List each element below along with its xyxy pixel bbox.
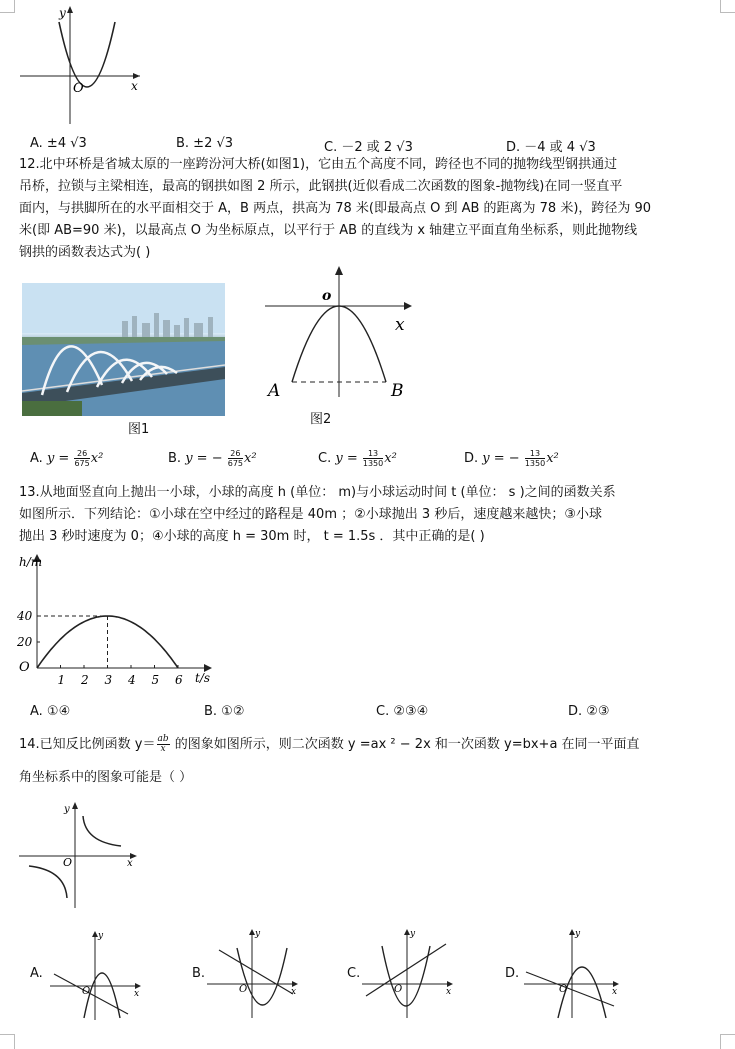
q14-option-d-label[interactable]: D. xyxy=(505,966,520,981)
svg-text:y: y xyxy=(410,929,416,939)
fig2-caption: 图2 xyxy=(310,412,332,427)
q14-option-c-graph[interactable] xyxy=(360,926,455,1021)
q13-ytick-label: 40 xyxy=(17,609,33,623)
q14-hyperbola-graph xyxy=(17,798,142,910)
svg-text:x: x xyxy=(134,989,140,999)
q13-xtick-label: 6 xyxy=(175,673,183,687)
q14-option-a-graph[interactable] xyxy=(48,928,143,1023)
bridge-illustration xyxy=(22,283,225,416)
svg-text:O: O xyxy=(82,986,91,997)
svg-text:O: O xyxy=(394,984,403,995)
q13-xtick-label: 3 xyxy=(104,673,113,687)
q14-line-2: 角坐标系中的图象可能是（ ） xyxy=(19,770,193,785)
q14-option-b-graph[interactable] xyxy=(205,926,300,1021)
q13-xtick-label: 5 xyxy=(151,673,160,687)
fig2-origin-label: o xyxy=(322,288,332,304)
q11-x-label: x xyxy=(131,79,138,93)
fig2-a-label: A xyxy=(268,381,281,401)
q14-y-label: y xyxy=(64,804,70,815)
svg-text:x: x xyxy=(291,987,297,997)
q13-option-c[interactable]: C. ②③④ xyxy=(376,704,429,719)
q14-option-a-label[interactable]: A. xyxy=(30,966,43,981)
q12-option-c[interactable]: C. y = $\frac{13}{1350}$ x² xyxy=(318,449,397,468)
q13-xtick-label: 4 xyxy=(128,673,136,687)
q13-xtick-label: 2 xyxy=(81,673,89,687)
crop-mark-top-right xyxy=(720,0,735,13)
q13-xlabel: t/s xyxy=(195,671,211,685)
svg-text:x: x xyxy=(612,987,618,997)
q12-question xyxy=(19,154,651,264)
q13-ylabel: h/m xyxy=(19,555,43,569)
svg-text:y: y xyxy=(255,929,261,939)
svg-text:O: O xyxy=(239,984,248,995)
q12-option-b[interactable]: B. y = − $\frac{26}{675}$ x² xyxy=(168,449,257,468)
q12-option-d[interactable]: D. y = − $\frac{13}{1350}$ x² xyxy=(464,449,559,468)
fig2-b-label: B xyxy=(391,381,404,401)
q13-ytick-label: 20 xyxy=(17,635,33,649)
q11-option-b[interactable]: B. ±2 √3 xyxy=(176,136,234,151)
q13-origin: O xyxy=(19,660,30,675)
q14-option-d-graph[interactable] xyxy=(522,926,622,1021)
q11-option-c[interactable]: C. －2 或 2 √3 xyxy=(324,140,413,155)
q13-option-b[interactable]: B. ①② xyxy=(204,704,245,719)
q12-option-a[interactable]: A. y = $\frac{26}{675}$ x² xyxy=(30,449,104,468)
q14-line-1: 14.已知反比例函数 y＝ $\frac{ab}{x}$ 的图象如图所示，则二次函数 y =ax ² − 2x 和一次函数 y=bx+a 在同一平面直 xyxy=(19,734,640,754)
q13-question xyxy=(19,482,616,548)
q12-line-2: 吊桥，拉锁与主梁相连，最高的钢拱如图 2 所示，此钢拱(近似看成二次函数的图象-抛物线)在同一竖直平 xyxy=(19,179,623,194)
svg-text:y: y xyxy=(575,929,581,939)
q13-line-1: 13.从地面竖直向上抛出一小球，小球的高度 h (单位： m)与小球运动时间 t (单位： s )之间的函数关系 xyxy=(19,485,616,500)
svg-text:y: y xyxy=(98,931,104,941)
svg-text:x: x xyxy=(446,987,452,997)
fig1-caption: 图1 xyxy=(128,422,150,437)
q11-parabola-graph xyxy=(15,2,145,127)
q13-height-time-chart xyxy=(15,550,225,695)
q14-option-c-label[interactable]: C. xyxy=(347,966,361,981)
q14-x-label: x xyxy=(127,858,133,869)
q13-line-3: 抛出 3 秒时速度为 0；④小球的高度 h = 30m 时， t = 1.5s ．其中正确的是( ) xyxy=(19,529,485,544)
q12-line-4: 米(即 AB=90 米)，以最高点 O 为坐标原点，以平行于 AB 的直线为 x 轴建立平面直角坐标系，则此抛物线 xyxy=(19,223,638,238)
q12-line-3: 面内，与拱脚所在的水平面相交于 A，B 两点，拱高为 78 米(即最高点 O 到 AB 的距离为 78 米)，跨径为 90 xyxy=(19,201,652,216)
q12-line-1: 12.北中环桥是省城太原的一座跨汾河大桥(如图1)，它由五个高度不同，跨径也不同的抛物线型钢拱通过 xyxy=(19,157,618,172)
q14-option-b-label[interactable]: B. xyxy=(192,966,206,981)
q11-origin-label: O xyxy=(73,81,84,96)
crop-mark-bottom-left xyxy=(0,1034,15,1049)
bridge-photo xyxy=(22,283,225,416)
q14-origin: O xyxy=(63,856,73,869)
crop-mark-top-left xyxy=(0,0,15,13)
q12-line-5: 钢拱的函数表达式为( ) xyxy=(19,245,151,260)
q11-option-a[interactable]: A. ±4 √3 xyxy=(30,136,87,151)
q13-xtick-label: 1 xyxy=(57,673,66,687)
fig2-x-label: x xyxy=(395,315,405,335)
q13-line-2: 如图所示．下列结论：①小球在空中经过的路程是 40m ；②小球抛出 3 秒后，速度越来越快；③小球 xyxy=(19,507,602,522)
q11-y-label: y xyxy=(59,6,66,20)
q12-arch-graph xyxy=(260,262,420,412)
q13-option-d[interactable]: D. ②③ xyxy=(568,704,610,719)
svg-text:O: O xyxy=(559,984,568,995)
q13-option-a[interactable]: A. ①④ xyxy=(30,704,71,719)
crop-mark-bottom-right xyxy=(720,1034,735,1049)
q11-option-d[interactable]: D. －4 或 4 √3 xyxy=(506,140,596,155)
